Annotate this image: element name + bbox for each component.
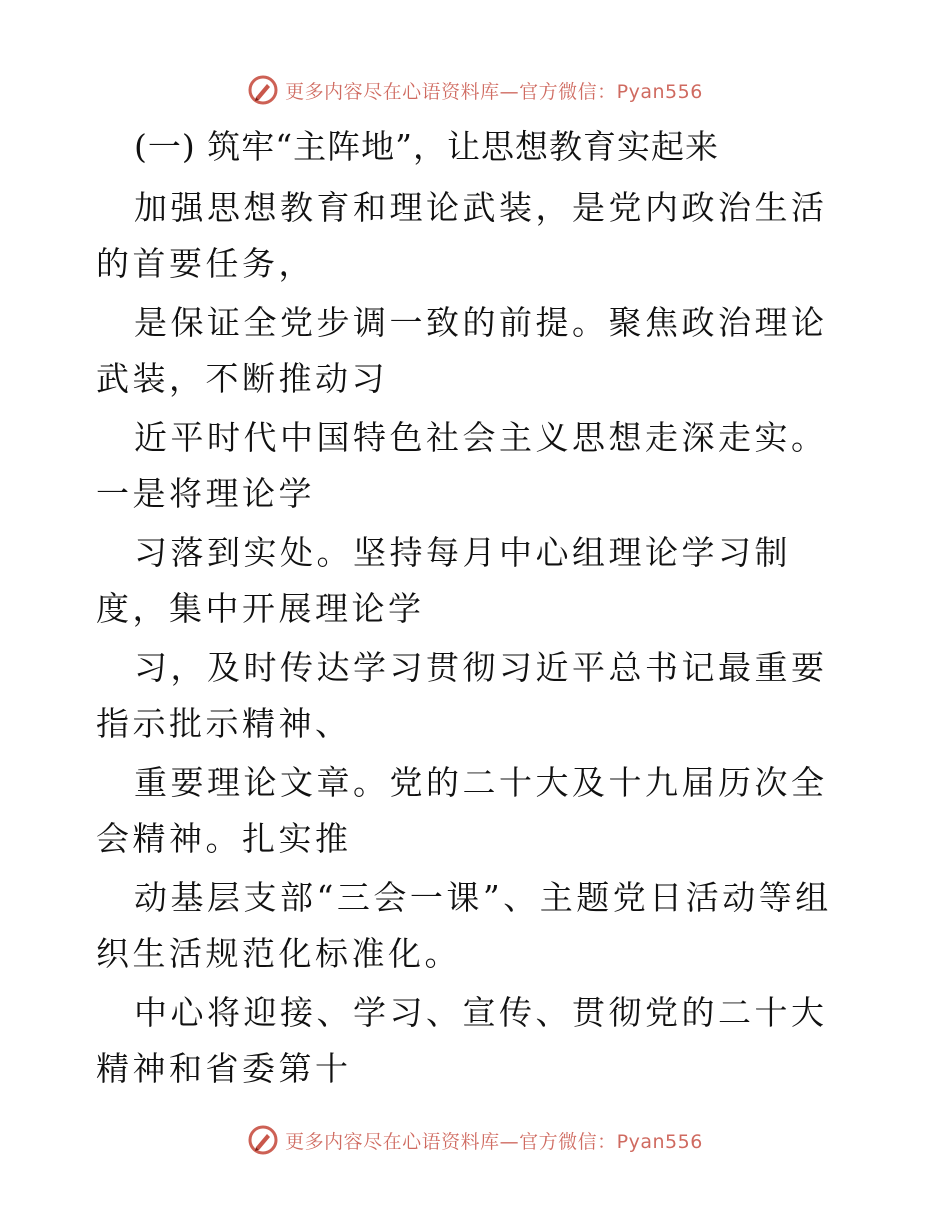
- paragraph: 是保证全党步调一致的前提。聚焦政治理论武装，不断推动习: [96, 303, 828, 398]
- watermark-banner-top: [0, 70, 950, 110]
- paragraph: 重要理论文章。党的二十大及十九届历次全会精神。扎实推: [96, 763, 828, 858]
- paragraph: 习落到实处。坚持每月中心组理论学习制度，集中开展理论学: [96, 533, 791, 628]
- paragraph: 动基层支部“三会一课”、主题党日活动等组织生活规范化标准化。: [96, 878, 832, 973]
- section-heading: (一) 筑牢“主阵地”，让思想教育实起来: [134, 127, 719, 166]
- watermark-text: 更多内容尽在心语资料库—官方微信：Pyan556: [285, 80, 703, 103]
- paragraph: 习，及时传达学习贯彻习近平总书记最重要指示批示精神、: [96, 648, 828, 743]
- document-body: [96, 124, 856, 1100]
- pen-logo-icon: [247, 74, 279, 106]
- pen-logo-icon: [247, 1124, 279, 1156]
- paragraph: 加强思想教育和理论武装，是党内政治生活的首要任务，: [96, 188, 828, 283]
- paragraph: 中心将迎接、学习、宣传、贯彻党的二十大精神和省委第十: [96, 993, 828, 1088]
- watermark-banner-bottom: [0, 1120, 950, 1160]
- watermark-text: 更多内容尽在心语资料库—官方微信：Pyan556: [285, 1130, 703, 1153]
- paragraph: 近平时代中国特色社会主义思想走深走实。一是将理论学: [96, 418, 828, 513]
